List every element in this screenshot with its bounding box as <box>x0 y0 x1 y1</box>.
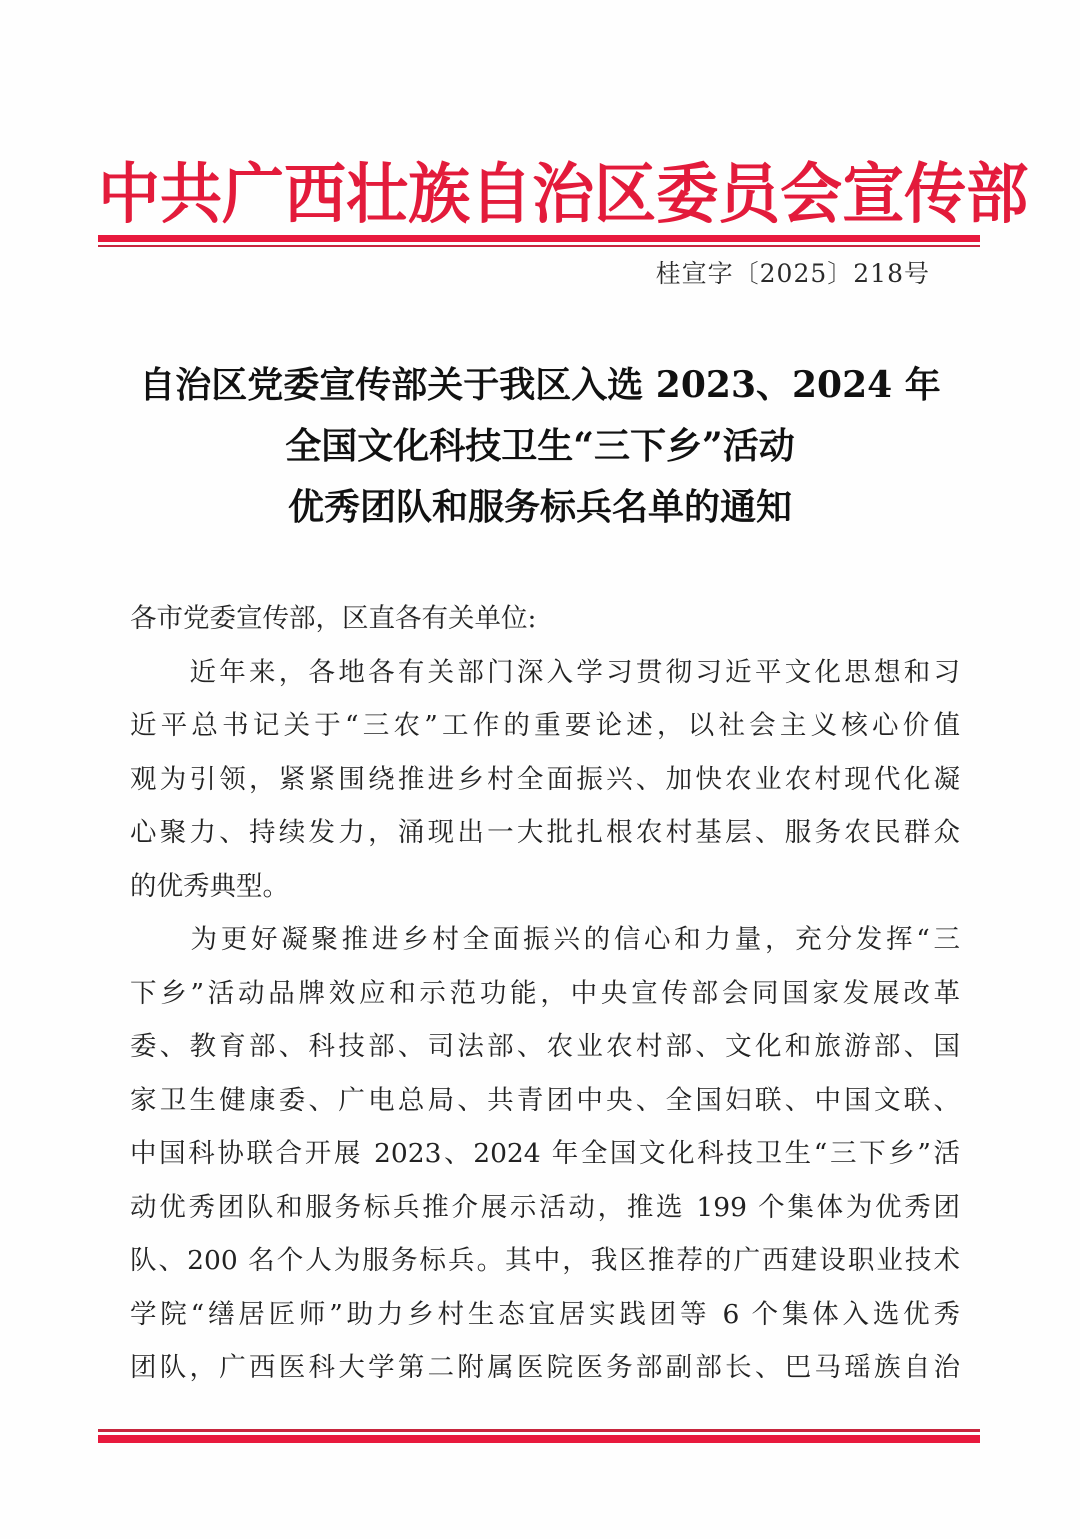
masthead-char: 共 <box>160 154 223 232</box>
masthead-char: 宣 <box>842 154 905 232</box>
body-line: 委、教育部、科技部、司法部、农业农村部、文化和旅游部、国 <box>130 1031 960 1062</box>
masthead-char: 部 <box>966 154 1029 232</box>
header-divider-thick <box>98 235 980 242</box>
body-line: 的优秀典型。 <box>130 870 289 902</box>
body-line: 为更好凝聚推进乡村全面振兴的信心和力量，充分发挥“三 <box>130 924 960 955</box>
footer-divider-thin <box>98 1429 980 1432</box>
footer-divider-thick <box>98 1435 980 1443</box>
salutation: 各市党委宣传部，区直各有关单位: <box>130 603 537 634</box>
paragraph-1 <box>130 646 960 914</box>
masthead-char: 中 <box>98 154 161 232</box>
body-line: 近年来，各地各有关部门深入学习贯彻习近平文化思想和习 <box>130 656 960 688</box>
document-title <box>100 355 980 538</box>
masthead-char: 传 <box>904 154 967 232</box>
body-line: 学院“缮居匠师”助力乡村生态宜居实践团等 6 个集体入选优秀 <box>130 1298 960 1330</box>
title-line: 优秀团队和服务标兵名单的通知 <box>287 486 792 528</box>
body-line: 中国科协联合开展 2023、2024 年全国文化科技卫生“三下乡”活 <box>130 1138 960 1169</box>
masthead-char: 区 <box>594 154 657 232</box>
masthead-char: 自 <box>470 154 533 232</box>
masthead-char: 员 <box>718 154 781 232</box>
masthead-char: 会 <box>780 154 843 232</box>
body-line: 近平总书记关于“三农”工作的重要论述，以社会主义核心价值 <box>130 710 960 741</box>
body-line: 家卫生健康委、广电总局、共青团中央、全国妇联、中国文联、 <box>130 1084 960 1116</box>
body-line: 动优秀团队和服务标兵推介展示活动，推选 199 个集体为优秀团 <box>130 1191 960 1223</box>
masthead-org-name <box>98 148 1029 232</box>
body-line: 下乡”活动品牌效应和示范功能，中央宣传部会同国家发展改革 <box>130 977 960 1009</box>
paragraph-2 <box>130 913 960 1395</box>
title-line: 全国文化科技卫生“三下乡”活动 <box>285 425 795 467</box>
body-line: 队、200 名个人为服务标兵。其中，我区推荐的广西建设职业技术 <box>130 1245 960 1276</box>
masthead-char: 西 <box>284 154 347 232</box>
document-body <box>130 592 960 1395</box>
body-line: 观为引领，紧紧围绕推进乡村全面振兴、加快农业农村现代化凝 <box>130 763 960 795</box>
document-number: 桂宣字〔2025〕218号 <box>655 259 930 288</box>
masthead-char: 壮 <box>346 154 409 232</box>
masthead-char: 广 <box>222 154 285 232</box>
masthead-char: 治 <box>532 154 595 232</box>
masthead-char: 族 <box>408 154 471 232</box>
header-divider-thin <box>98 245 980 247</box>
title-line: 自治区党委宣传部关于我区入选 2023、2024 年 <box>139 364 941 406</box>
body-line: 团队，广西医科大学第二附属医院医务部副部长、巴马瑶族自治 <box>130 1352 960 1383</box>
masthead-char: 委 <box>656 154 719 232</box>
body-line: 心聚力、持续发力，涌现出一大批扎根农村基层、服务农民群众 <box>130 817 960 848</box>
